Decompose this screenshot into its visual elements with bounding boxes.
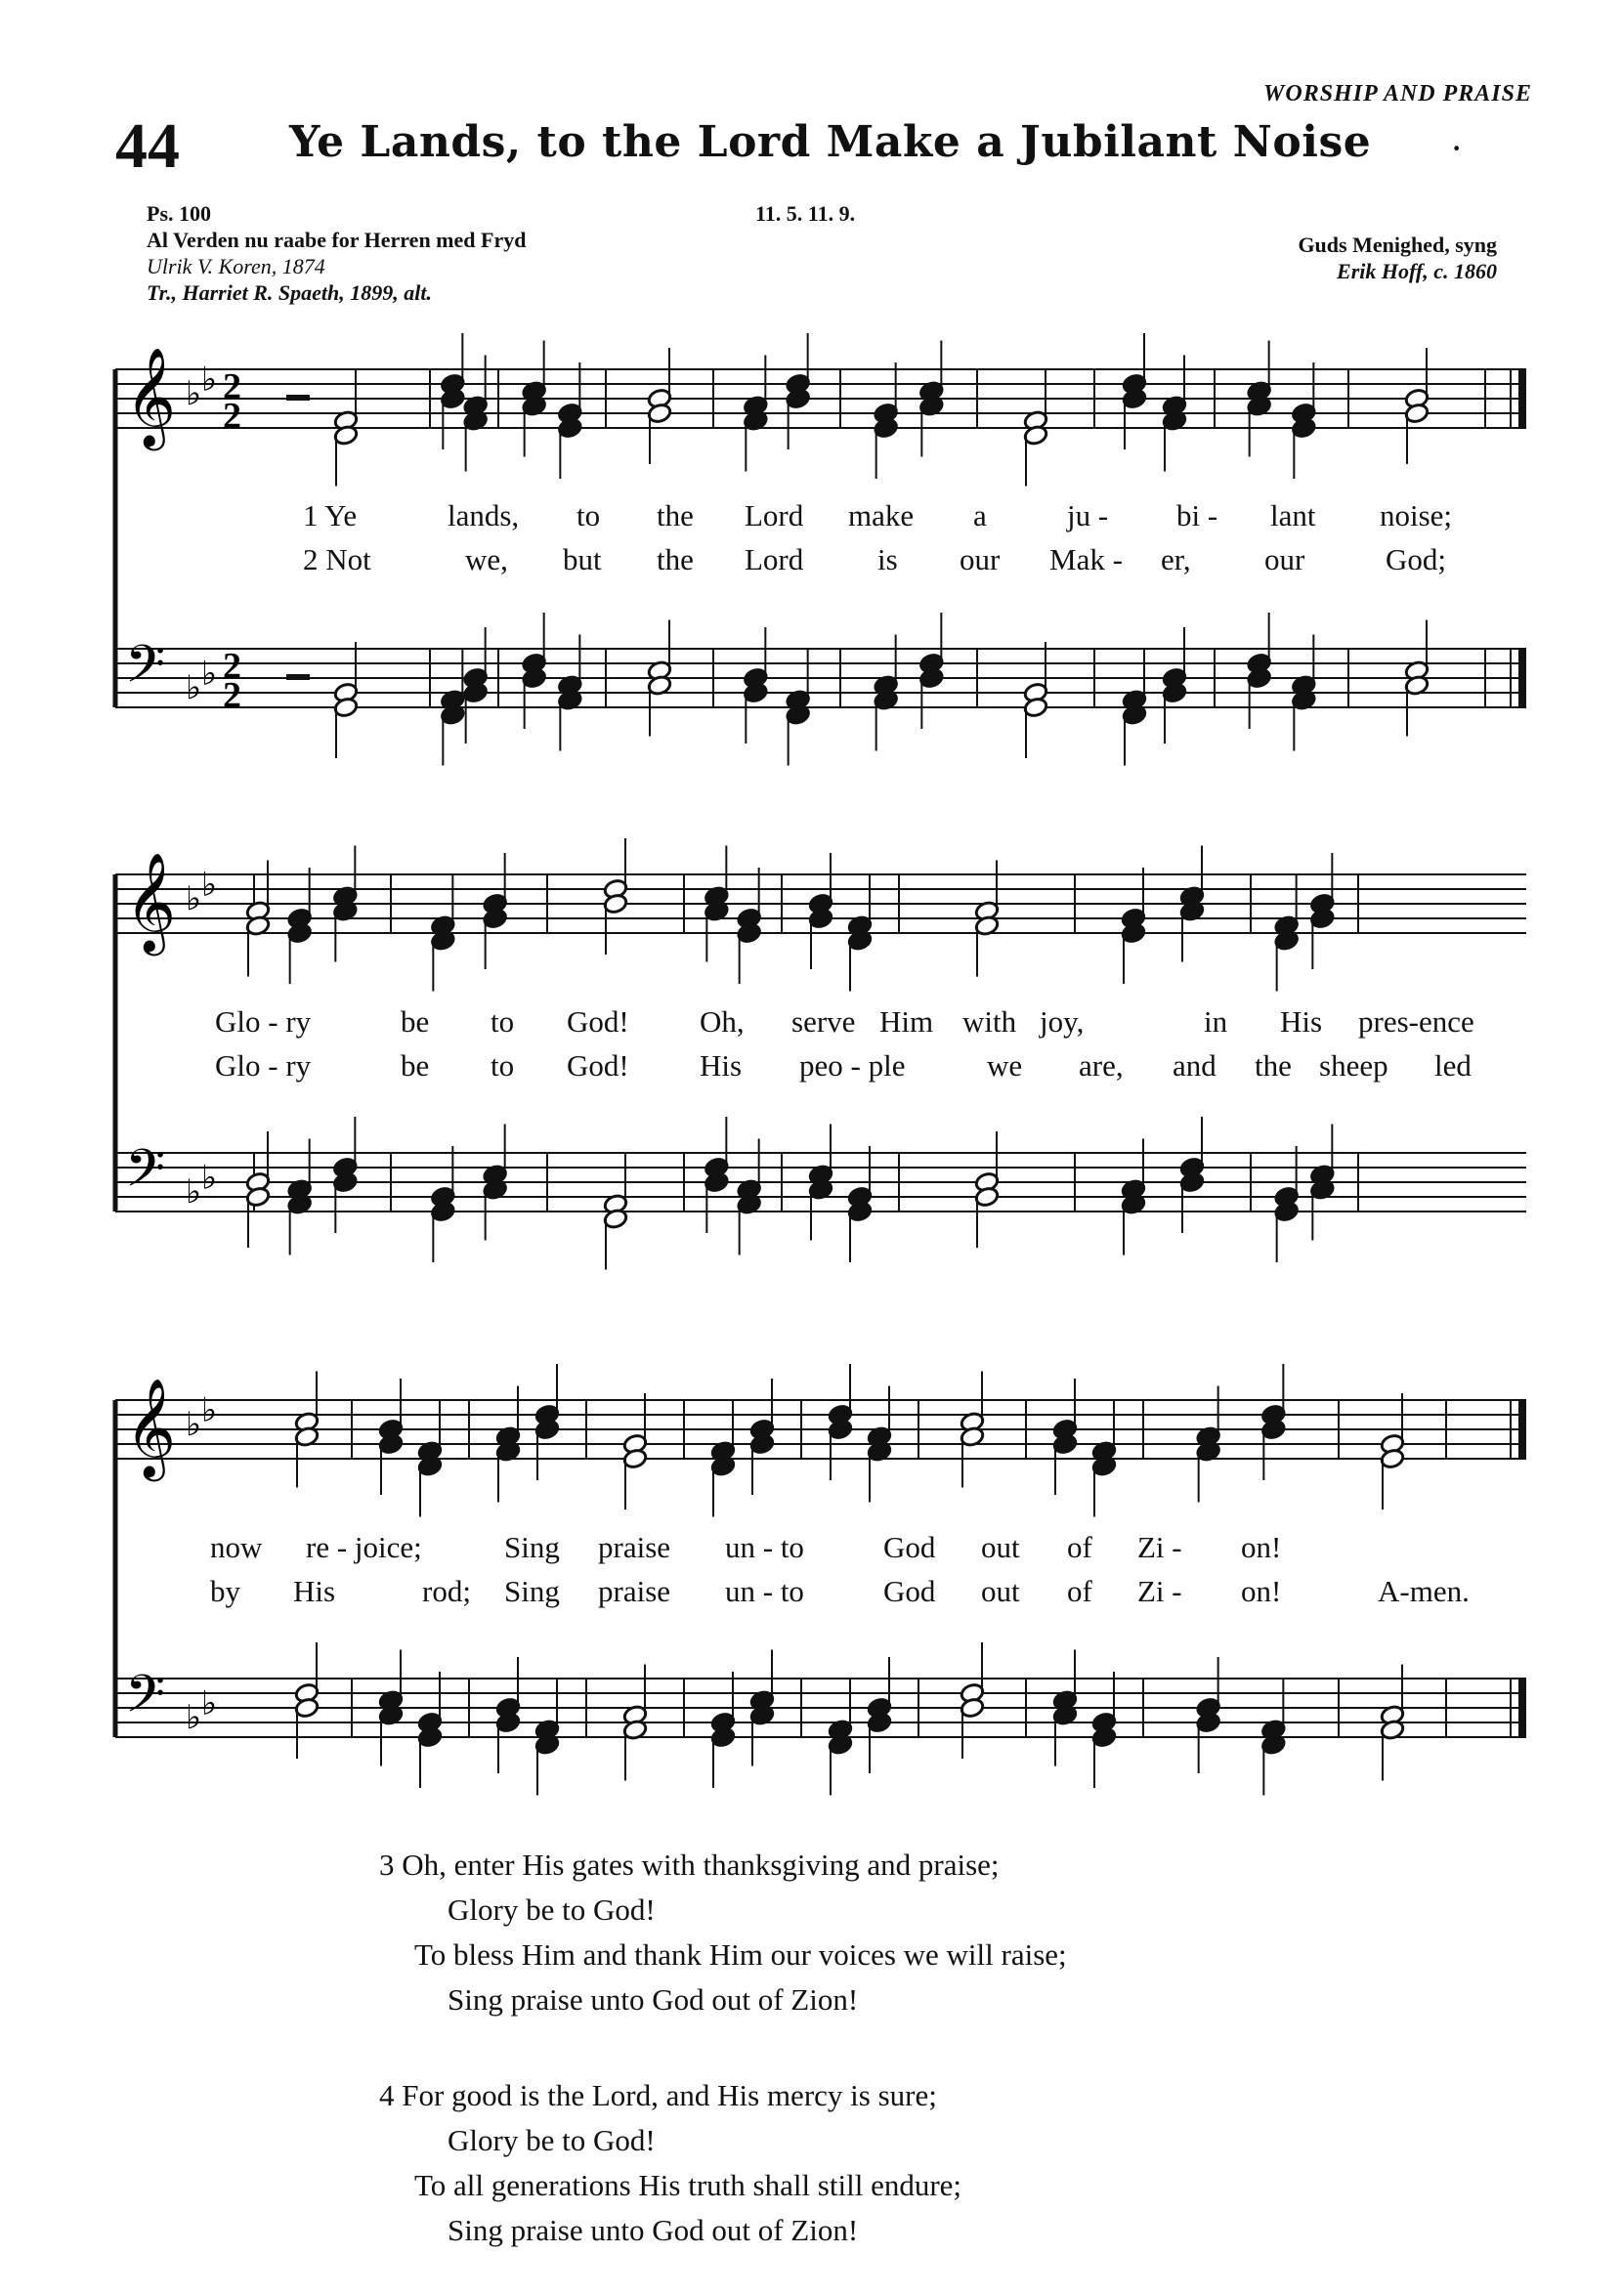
lyric: Lord xyxy=(745,498,804,532)
lyric: Sing xyxy=(504,1574,560,1608)
flat-icon: ♭ xyxy=(186,879,202,918)
lyric: peo - ple xyxy=(799,1048,906,1083)
lyric: but xyxy=(563,542,602,576)
lyric: of xyxy=(1067,1530,1092,1564)
verse-3 xyxy=(379,1843,1067,2022)
composer: Erik Hoff, c. 1860 xyxy=(1337,259,1497,283)
lyric: our xyxy=(1264,542,1305,576)
lyric: we, xyxy=(465,542,508,576)
author: Ulrik V. Koren, 1874 xyxy=(147,254,325,278)
scripture-reference: Ps. 100 xyxy=(147,201,211,226)
time-signature: 2 xyxy=(223,366,241,407)
lyric: Lord xyxy=(745,542,804,576)
lyric: His xyxy=(293,1574,336,1608)
translator: Tr., Harriet R. Spaeth, 1899, alt. xyxy=(147,280,432,305)
section-heading: WORSHIP AND PRAISE xyxy=(1263,81,1532,106)
treble-clef-icon: 𝄞 xyxy=(125,1377,177,1477)
flat-icon: ♭ xyxy=(201,360,218,400)
verse-line: Glory be to God! xyxy=(448,1892,656,1927)
lyric: on! xyxy=(1241,1574,1282,1608)
lyric: bi - xyxy=(1176,498,1218,532)
lyric: to xyxy=(491,1004,515,1039)
lyric: rod; xyxy=(422,1574,471,1608)
hymn-number: 44 xyxy=(115,110,180,182)
lyric: in xyxy=(1204,1004,1228,1039)
lyric: praise xyxy=(598,1574,671,1608)
lyric: by xyxy=(210,1574,240,1608)
lyric: make xyxy=(848,498,915,532)
lyric: out xyxy=(981,1530,1020,1564)
lyric: be xyxy=(401,1004,430,1039)
lyric: joy, xyxy=(1040,1004,1085,1039)
lyric: Oh, xyxy=(700,1004,745,1039)
lyric: sheep xyxy=(1319,1048,1388,1083)
lyric: the xyxy=(657,542,694,576)
verse-line: Sing praise unto God out of Zion! xyxy=(448,1982,859,2017)
lyric: serve xyxy=(791,1004,856,1039)
lyric: be xyxy=(401,1048,430,1083)
treble-clef-icon: 𝄞 xyxy=(125,851,177,952)
lyric: our xyxy=(960,542,1001,576)
flat-icon: ♭ xyxy=(186,1172,202,1212)
lyric: un - to xyxy=(725,1574,804,1608)
lyric: the xyxy=(1255,1048,1292,1083)
lyric: God! xyxy=(567,1048,629,1083)
lyric: of xyxy=(1067,1574,1092,1608)
flat-icon: ♭ xyxy=(201,865,218,905)
tune-name: Guds Menighed, syng xyxy=(1298,233,1497,257)
stray-mark: · xyxy=(1450,126,1464,170)
flat-icon: ♭ xyxy=(201,654,218,694)
half-rest-icon xyxy=(286,395,310,401)
lyric: God xyxy=(883,1530,936,1564)
lyric: now xyxy=(210,1530,263,1564)
time-signature: 2 xyxy=(223,396,241,437)
lyric: Zi - xyxy=(1137,1574,1182,1608)
flat-icon: ♭ xyxy=(186,668,202,707)
lyric: His xyxy=(1280,1004,1323,1039)
meter: 11. 5. 11. 9. xyxy=(755,201,856,226)
lyric: noise; xyxy=(1380,498,1453,532)
flat-icon: ♭ xyxy=(186,1405,202,1444)
hymn-title: Ye Lands, to the Lord Make a Jubilant Noise xyxy=(289,117,1372,167)
bass-clef-icon: 𝄢 xyxy=(125,1139,166,1212)
lyric: God xyxy=(883,1574,936,1608)
lyric: to xyxy=(491,1048,515,1083)
lyric: praise xyxy=(598,1530,671,1564)
verse-line: 4 For good is the Lord, and His mercy is sure; xyxy=(379,2078,937,2112)
half-rest-icon xyxy=(286,674,310,680)
verse-line: To all generations His truth shall still endure; xyxy=(414,2168,962,2202)
lyric: is xyxy=(877,542,898,576)
flat-icon: ♭ xyxy=(186,1698,202,1737)
verse-line: To bless Him and thank Him our voices we will raise; xyxy=(414,1937,1067,1972)
bass-clef-icon: 𝄢 xyxy=(125,635,166,707)
flat-icon: ♭ xyxy=(201,1390,218,1430)
lyric: er, xyxy=(1161,542,1191,576)
lyric: and xyxy=(1173,1048,1216,1083)
lyric: on! xyxy=(1241,1530,1282,1564)
original-title: Al Verden nu raabe for Herren med Fryd xyxy=(147,228,527,252)
flat-icon: ♭ xyxy=(201,1158,218,1198)
lyric: Zi - xyxy=(1137,1530,1182,1564)
lyric: ju - xyxy=(1067,498,1109,532)
lyric: God; xyxy=(1386,542,1446,576)
lyric: lands, xyxy=(448,498,520,532)
lyric: God! xyxy=(567,1004,629,1039)
flat-icon: ♭ xyxy=(201,1683,218,1723)
lyric: Glo - ry xyxy=(215,1004,312,1039)
verse-line: 3 Oh, enter His gates with thanksgiving and praise; xyxy=(379,1848,1000,1882)
verse-line: Sing praise unto God out of Zion! xyxy=(448,2213,859,2247)
time-signature: 2 xyxy=(223,646,241,687)
lyric: Him xyxy=(879,1004,934,1039)
lyric: A-men. xyxy=(1378,1574,1470,1608)
lyric: Glo - ry xyxy=(215,1048,312,1083)
treble-clef-icon: 𝄞 xyxy=(125,346,177,446)
lyric: Mak - xyxy=(1049,542,1123,576)
lyric: Sing xyxy=(504,1530,560,1564)
lyric: lant xyxy=(1270,498,1316,532)
lyric: are, xyxy=(1079,1048,1124,1083)
time-signature: 2 xyxy=(223,675,241,716)
lyric: a xyxy=(973,498,987,532)
verse-4 xyxy=(379,2073,961,2253)
bass-clef-icon: 𝄢 xyxy=(125,1665,166,1737)
lyric: the xyxy=(657,498,694,532)
verse-line: Glory be to God! xyxy=(448,2123,656,2157)
lyric: we xyxy=(987,1048,1023,1083)
lyric: to xyxy=(576,498,601,532)
lyric: out xyxy=(981,1574,1020,1608)
flat-icon: ♭ xyxy=(186,374,202,413)
lyric: 2 Not xyxy=(303,542,371,576)
lyric: led xyxy=(1434,1048,1472,1083)
lyric: pres-ence xyxy=(1358,1004,1474,1039)
lyric: 1 Ye xyxy=(303,498,358,532)
lyric: with xyxy=(962,1004,1017,1039)
lyric: re - joice; xyxy=(306,1530,422,1564)
lyric: un - to xyxy=(725,1530,804,1564)
lyric: His xyxy=(700,1048,743,1083)
